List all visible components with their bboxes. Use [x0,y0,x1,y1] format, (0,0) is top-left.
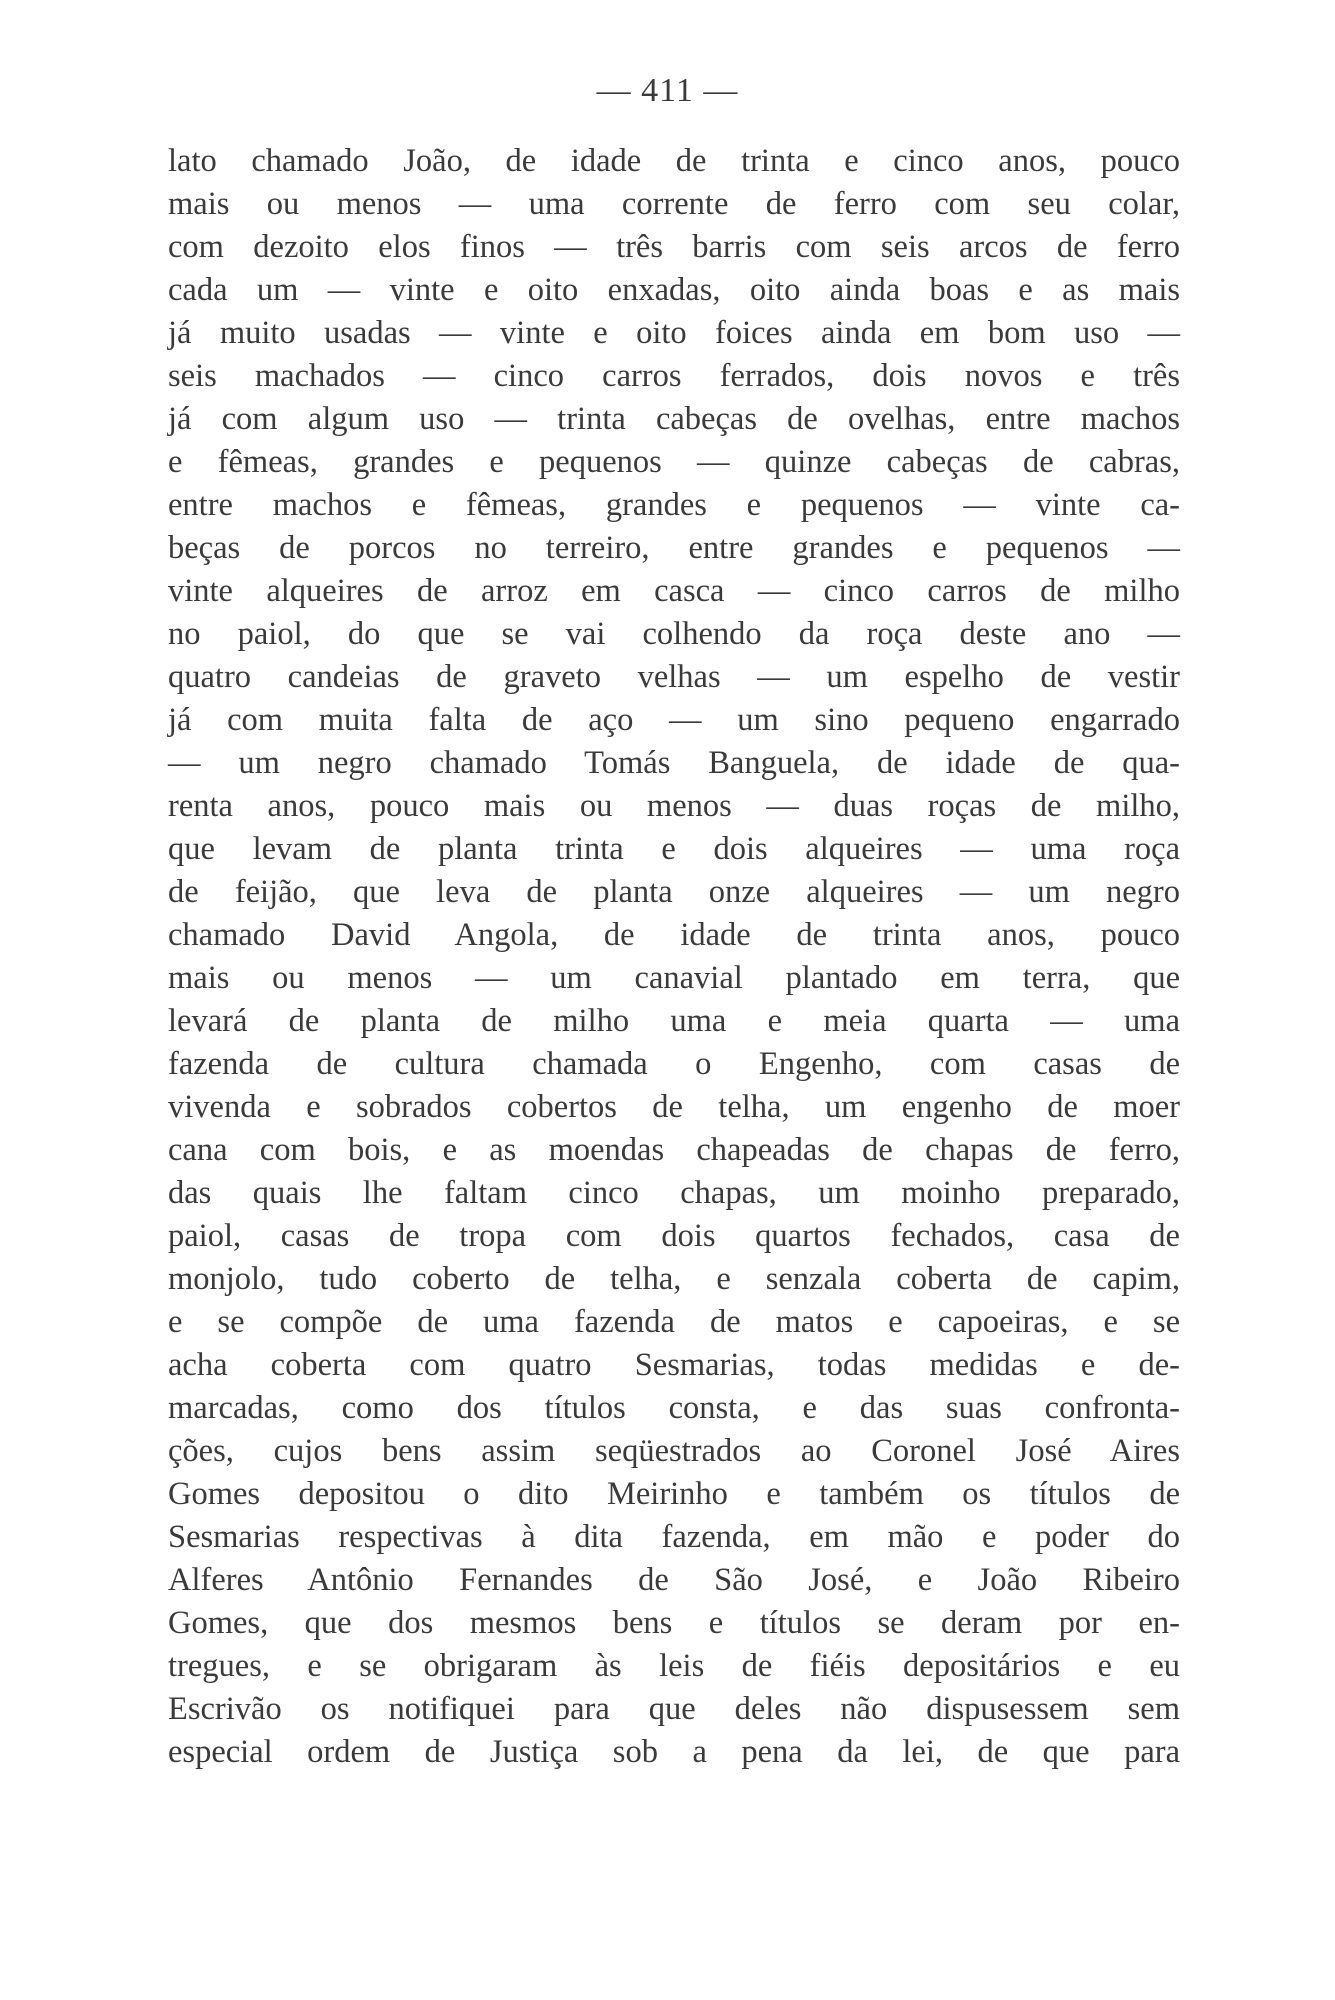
text-line: tregues, e se obrigaram às leis de fiéis depositários e eu [168,1648,1180,1684]
text-line: levará de planta de milho uma e meia quarta — uma [168,1003,1180,1039]
page-number: — 411 — [596,72,739,109]
text-line: beças de porcos no terreiro, entre grandes e pequenos — [168,530,1180,566]
text-line: e se compõe de uma fazenda de matos e capoeiras, e se [168,1304,1180,1340]
text-line: com dezoito elos finos — três barris com seis arcos de ferro [168,229,1180,265]
text-line: Sesmarias respectivas à dita fazenda, em mão e poder do [168,1519,1180,1555]
text-line: lato chamado João, de idade de trinta e cinco anos, pouco [168,143,1180,179]
text-line: entre machos e fêmeas, grandes e pequenos — vinte ca- [168,487,1180,523]
text-line: monjolo, tudo coberto de telha, e senzala coberta de capim, [168,1261,1180,1297]
text-line: no paiol, do que se vai colhendo da roça deste ano — [168,616,1180,652]
text-line: que levam de planta trinta e dois alqueires — uma roça [168,831,1180,867]
text-line: mais ou menos — uma corrente de ferro com seu colar, [168,186,1180,222]
text-line: Gomes depositou o dito Meirinho e também os títulos de [168,1476,1180,1512]
text-line: — um negro chamado Tomás Banguela, de idade de qua- [168,745,1180,781]
text-line: especial ordem de Justiça sob a pena da lei, de que para [168,1734,1180,1770]
body-text [168,140,1180,1774]
text-line: já com algum uso — trinta cabeças de ovelhas, entre machos [168,401,1180,437]
text-line: Escrivão os notifiquei para que deles não dispusessem sem [168,1691,1180,1727]
text-line: vinte alqueires de arroz em casca — cinco carros de milho [168,573,1180,609]
text-line: vivenda e sobrados cobertos de telha, um engenho de moer [168,1089,1180,1125]
text-line: renta anos, pouco mais ou menos — duas roças de milho, [168,788,1180,824]
text-line: mais ou menos — um canavial plantado em terra, que [168,960,1180,996]
text-line: quatro candeias de graveto velhas — um espelho de vestir [168,659,1180,695]
text-line: cada um — vinte e oito enxadas, oito ainda boas e as mais [168,272,1180,308]
text-line: marcadas, como dos títulos consta, e das suas confronta- [168,1390,1180,1426]
text-line: paiol, casas de tropa com dois quartos fechados, casa de [168,1218,1180,1254]
text-line: acha coberta com quatro Sesmarias, todas medidas e de- [168,1347,1180,1383]
text-line: seis machados — cinco carros ferrados, dois novos e três [168,358,1180,394]
text-line: chamado David Angola, de idade de trinta anos, pouco [168,917,1180,953]
text-line: já muito usadas — vinte e oito foices ainda em bom uso — [168,315,1180,351]
text-line: Alferes Antônio Fernandes de São José, e João Ribeiro [168,1562,1180,1598]
text-line: de feijão, que leva de planta onze alqueires — um negro [168,874,1180,910]
text-line: e fêmeas, grandes e pequenos — quinze cabeças de cabras, [168,444,1180,480]
text-line: ções, cujos bens assim seqüestrados ao Coronel José Aires [168,1433,1180,1469]
text-line: das quais lhe faltam cinco chapas, um moinho preparado, [168,1175,1180,1211]
text-line: Gomes, que dos mesmos bens e títulos se deram por en- [168,1605,1180,1641]
text-line: já com muita falta de aço — um sino pequeno engarrado [168,702,1180,738]
text-line: cana com bois, e as moendas chapeadas de chapas de ferro, [168,1132,1180,1168]
text-line: fazenda de cultura chamada o Engenho, com casas de [168,1046,1180,1082]
